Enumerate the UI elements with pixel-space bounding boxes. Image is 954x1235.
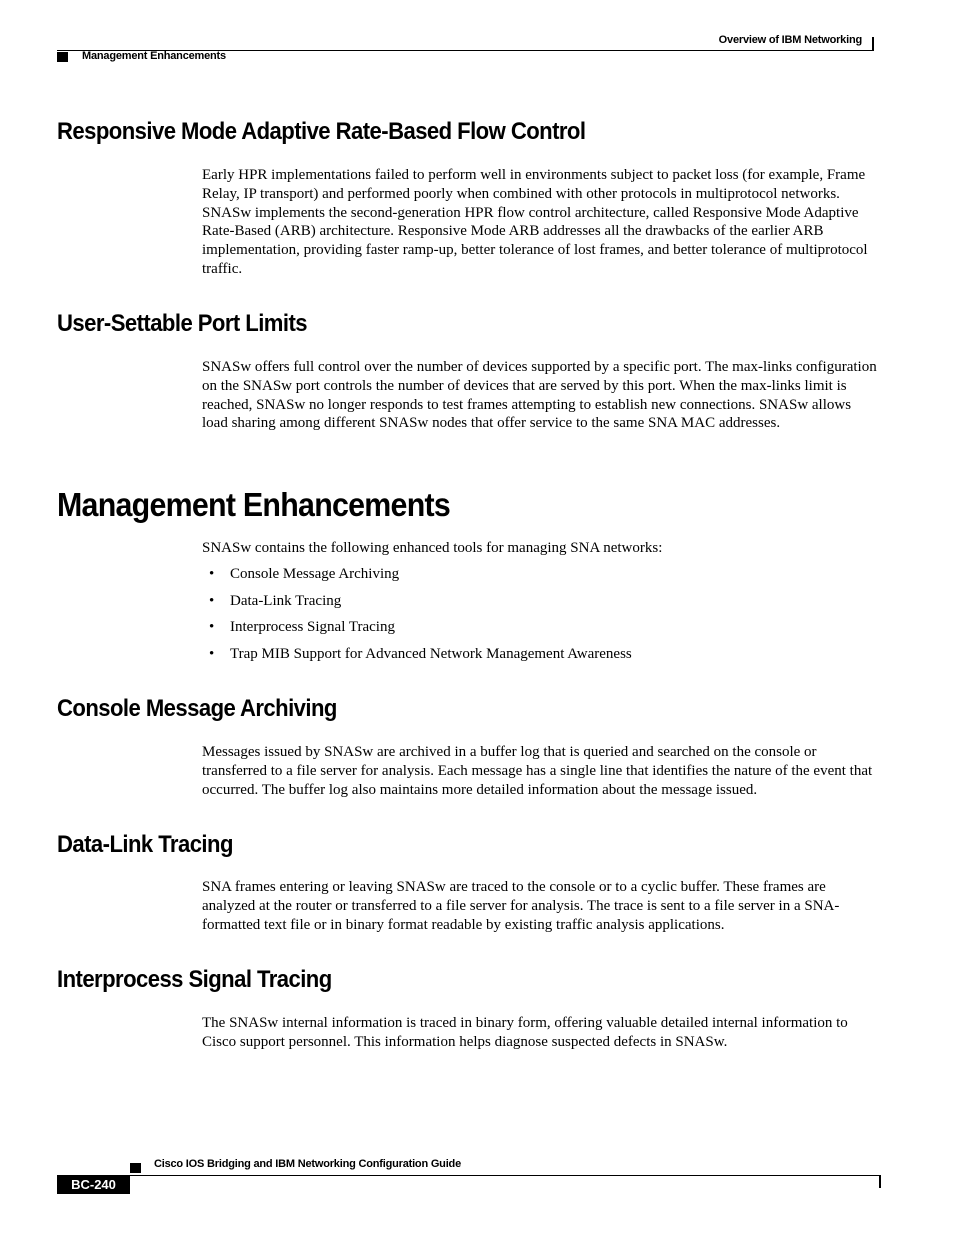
footer-marker (130, 1163, 141, 1173)
list-item (202, 565, 632, 592)
list-item-text: Trap MIB Support for Advanced Network Management Awareness (230, 646, 632, 663)
heading-data-link-tracing: Data-Link Tracing (57, 831, 233, 858)
paragraph-responsive-mode-arb: Early HPR implementations failed to perform well in environments subject to packet loss (for example, Frame Relay, IP transport) and performed poorly when combined with other protocols in multiprotocol networks. SNASw implements the second-generation HPR flow control architecture, called Responsive Mode Adaptive Rate-Based (ARB) architecture. Responsive Mode ARB addresses all the drawbacks of the earlier ARB implementation, providing faster ramp-up, better tolerance of lost frames, and better tolerance of multiprotocol traffic. (202, 167, 868, 277)
header-marker (57, 52, 68, 62)
list-item (202, 645, 632, 672)
heading-responsive-mode-arb: Responsive Mode Adaptive Rate-Based Flow Control (57, 118, 586, 145)
management-tools-list (202, 565, 632, 672)
bullet-glyph: • (209, 646, 215, 663)
bullet-glyph: • (209, 619, 215, 636)
list-item (202, 592, 632, 619)
paragraph-interprocess-signal-tracing: The SNASw internal information is traced in binary form, offering valuable detailed internal information to Cisco support personnel. This information helps diagnose suspected defects in SNASw. (202, 1015, 848, 1050)
footer-guide-title: Cisco IOS Bridging and IBM Networking Configuration Guide (154, 1158, 461, 1170)
footer-rule (130, 1175, 881, 1176)
list-item-text: Data-Link Tracing (230, 592, 342, 609)
bullet-glyph: • (209, 592, 215, 609)
header-vertical-bar (872, 37, 874, 50)
bullet-glyph: • (209, 566, 215, 582)
list-item (202, 618, 632, 645)
heading-management-enhancements: Management Enhancements (57, 486, 451, 523)
running-header-section: Management Enhancements (82, 50, 226, 62)
paragraph-management-intro: SNASw contains the following enhanced tools for managing SNA networks: (202, 540, 663, 556)
paragraph-user-settable-port-limits: SNASw offers full control over the number of devices supported by a specific port. The max-links configuration on the SNASw port controls the number of devices that are served by this port. When the max-links limit is reached, SNASw no longer responds to test frames attempting to establish new connections. SNASw allows load sharing among different SNASw nodes that offer service to the same SNA MAC addresses. (202, 359, 877, 432)
paragraph-console-message-archiving: Messages issued by SNASw are archived in a buffer log that is queried and searched on the console or transferred to a file server for analysis. Each message has a single line that identifies the nature of the event that occurred. The buffer log also maintains more detailed information about the message issued. (202, 744, 873, 798)
page-number: BC-240 (57, 1175, 130, 1194)
list-item-text: Interprocess Signal Tracing (230, 619, 395, 636)
heading-interprocess-signal-tracing: Interprocess Signal Tracing (57, 966, 332, 993)
paragraph-data-link-tracing: SNA frames entering or leaving SNASw are traced to the console or to a cyclic buffer. These frames are analyzed at the router or transferred to a file server for analysis. The trace is sent to a file server in a SNA-formatted text file or in binary format readable by existing traffic analysis applications. (202, 879, 840, 933)
heading-console-message-archiving: Console Message Archiving (57, 695, 337, 722)
heading-user-settable-port-limits: User-Settable Port Limits (57, 310, 308, 337)
running-header-chapter: Overview of IBM Networking (718, 34, 862, 46)
list-item-text: Console Message Archiving (230, 566, 400, 582)
footer-vertical-bar (879, 1175, 881, 1188)
